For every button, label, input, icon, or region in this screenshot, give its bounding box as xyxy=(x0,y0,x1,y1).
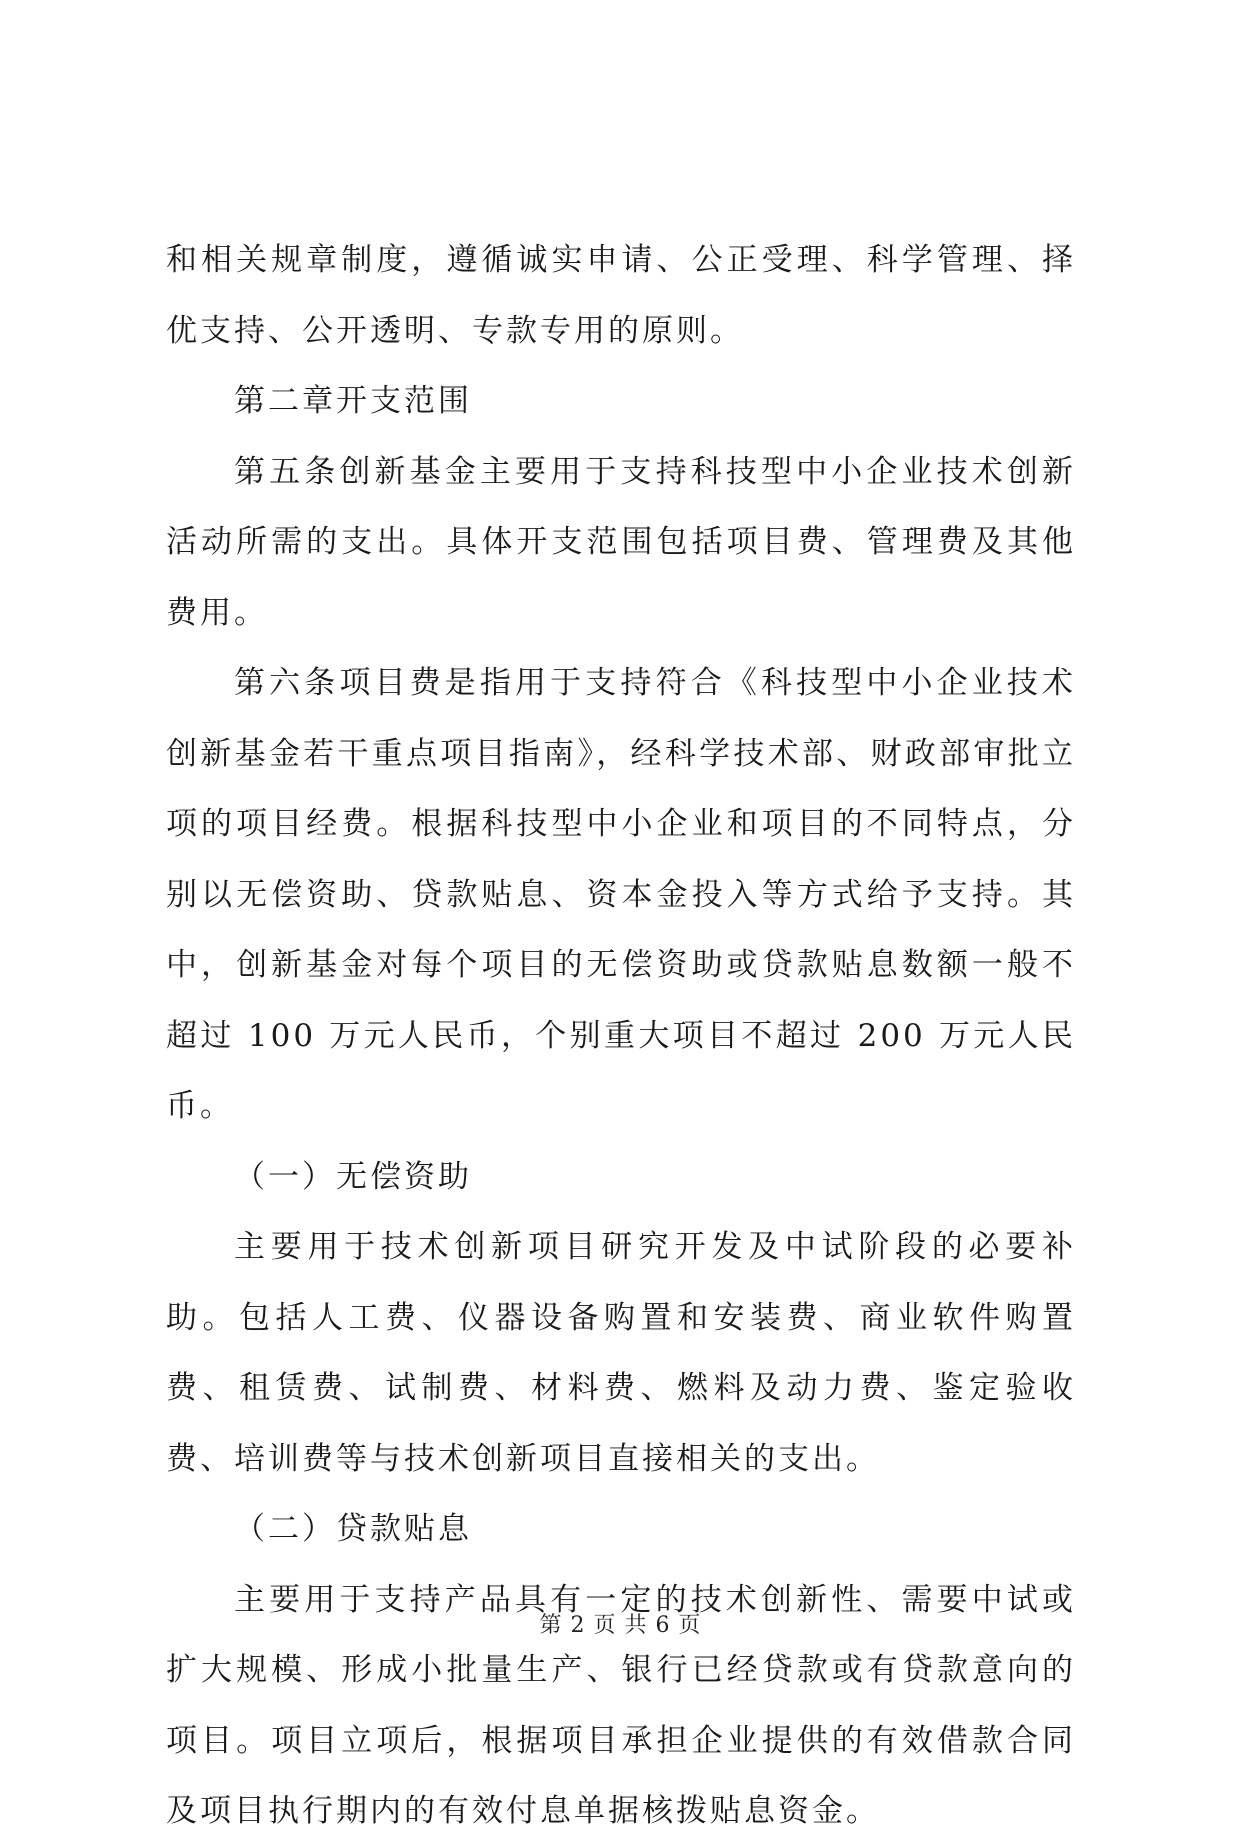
subheading-loan-interest: （二）贷款贴息 xyxy=(234,1511,472,1547)
page-footer: 第 2 页 共 6 页 xyxy=(539,1613,702,1638)
paragraph-grant: 主要用于技术创新项目研究开发及中试阶段的必要补助。包括人工费、仪器设备购置和安装费、商业软件购置费、租赁费、试制费、材料费、燃料及动力费、鉴定验收费、培训费等与技术创新项目直接相关的支出。 xyxy=(166,1229,1076,1477)
paragraph-article-6: 第六条项目费是指用于支持符合《科技型中小企业技术创新基金若干重点项目指南》，经科学技术部、财政部审批立项的项目经费。根据科技型中小企业和项目的不同特点，分别以无偿资助、贷款贴息、资本金投入等方式给予支持。其中，创新基金对每个项目的无偿资助或贷款贴息数额一般不超过 100 万元人民币，个别重大项目不超过 200 万元人民币。 xyxy=(166,665,1076,1124)
document-body xyxy=(166,225,1076,1847)
subheading-grant: （一）无偿资助 xyxy=(234,1158,472,1195)
chapter-heading: 第二章开支范围 xyxy=(234,383,472,419)
paragraph-loan-interest: 主要用于支持产品具有一定的技术创新性、需要中试或扩大规模、形成小批量生产、银行已经贷款或有贷款意向的项目。项目立项后，根据项目承担企业提供的有效借款合同及项目执行期内的有效付息单据核拨贴息资金。 xyxy=(166,1581,1076,1829)
paragraph-article-5: 第五条创新基金主要用于支持科技型中小企业技术创新活动所需的支出。具体开支范围包括项目费、管理费及其他费用。 xyxy=(166,453,1076,631)
paragraph-regulation-principles: 和相关规章制度，遵循诚实申请、公正受理、科学管理、择优支持、公开透明、专款专用的原则。 xyxy=(166,242,1076,349)
